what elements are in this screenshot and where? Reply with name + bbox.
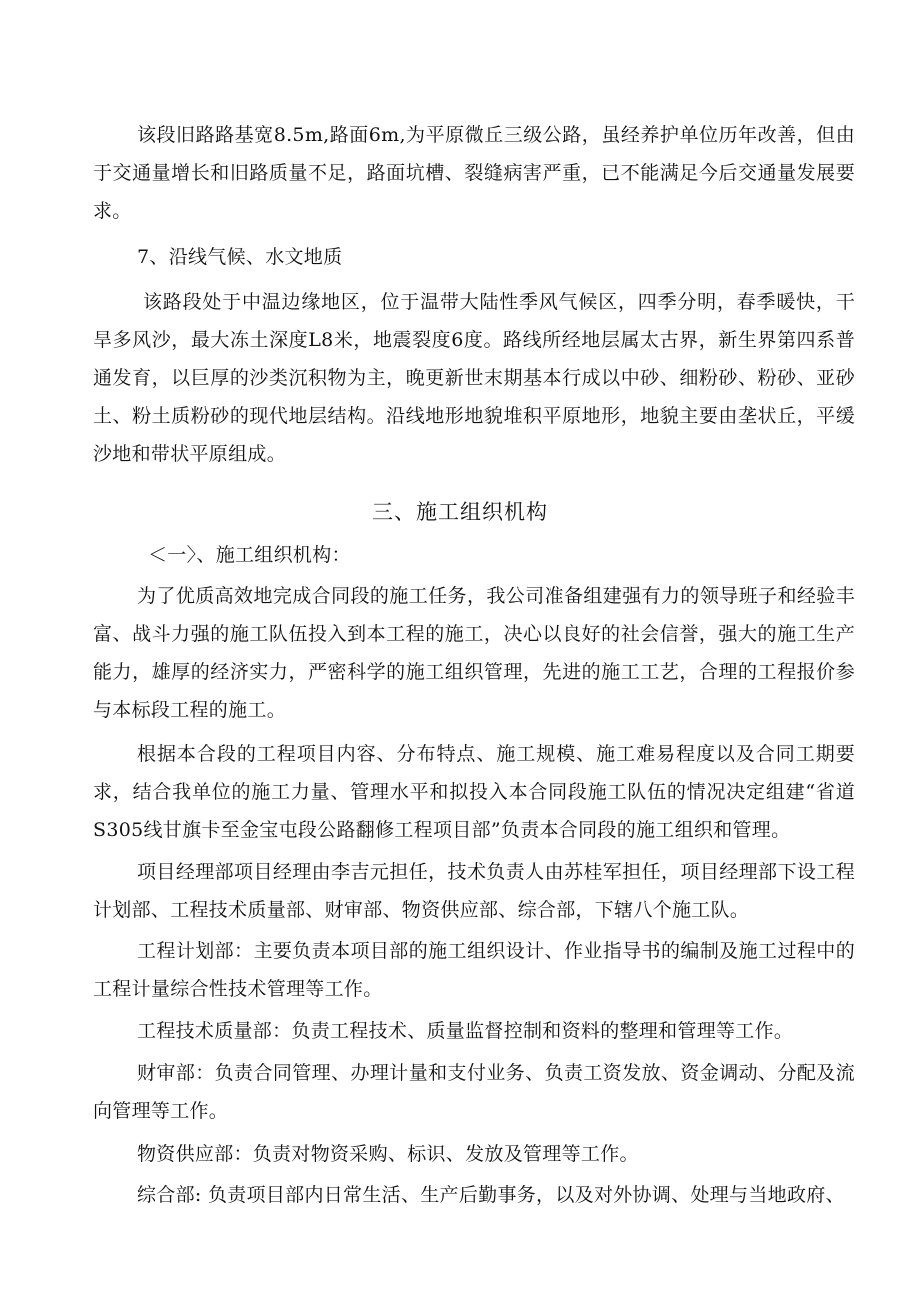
paragraph-intent: 为了优质高效地完成合同段的施工任务，我公司准备组建强有力的领导班子和经验丰富、战斗力强的施工队伍投入到本工程的施工，决心以良好的社会信誉，强大的施工生产能力，雄厚的经济实力，严密科学的施工组织管理，先进的施工工艺，合理的工程报价参与本标段工程的施工。 — [93, 585, 855, 721]
subsection-title: ＜一〉、施工组织机构： — [148, 544, 351, 566]
paragraph-planning-dept: 工程计划部：主要负责本项目部的施工组织设计、作业指导书的编制及施工过程中的工程计量综合性技术管理等工作。 — [93, 940, 855, 1000]
paragraph-finance-dept: 财审部：负责合同管理、办理计量和支付业务、负责工资发放、资金调动、分配及流向管理等工作。 — [93, 1062, 855, 1122]
paragraph-general-dept: 综合部: 负责项目部内日常生活、生产后勤事务，以及对外协调、处理与当地政府、 — [137, 1184, 845, 1206]
paragraph-quality-dept: 工程技术质量部：负责工程技术、质量监督控制和资料的整理和管理等工作。 — [137, 1020, 794, 1042]
paragraph-manager: 项目经理部项目经理由李吉元担任，技术负责人由苏桂军担任，项目经理部下设工程计划部、工程技术质量部、财审部、物资供应部、综合部，下辖八个施工队。 — [93, 861, 855, 921]
paragraph-supply-dept: 物资供应部：负责对物资采购、标识、发放及管理等工作。 — [137, 1143, 639, 1165]
paragraph-project-dept: 根据本合段的工程项目内容、分布特点、施工规模、施工难易程度以及合同工期要求，结合我单位的施工力量、管理水平和拟投入本合同段施工队伍的情况决定组建“省道S305线甘旗卡至金宝屯段公路翻修工程项目部”负责本合同段的施工组织和管理。 — [93, 743, 855, 841]
paragraph-old-road: 该段旧路路基宽8.5m,路面6m,为平原微丘三级公路，虽经养护单位历年改善，但由于交通量增长和旧路质量不足，路面坑槽、裂缝病害严重，已不能满足今后交通量发展要求。 — [93, 124, 855, 222]
heading-climate-geology: 7、沿线气候、水文地质 — [137, 246, 343, 268]
paragraph-climate: 该路段处于中温边缘地区，位于温带大陆性季风气候区，四季分明，春季暖快，干旱多风沙，最大冻土深度L8米，地震裂度6度。路线所经地层属太古界，新生界第四系普通发育，以巨厚的沙类沉积物为主，晚更新世末期基本行成以中砂、细粉砂、粉砂、亚砂土、粉土质粉砂的现代地层结构。沿线地形地貌堆积平原地形，地貌主要由垄状丘，平缓沙地和带状平原组成。 — [93, 291, 855, 465]
section-title: 三、施工组织机构 — [372, 500, 548, 524]
